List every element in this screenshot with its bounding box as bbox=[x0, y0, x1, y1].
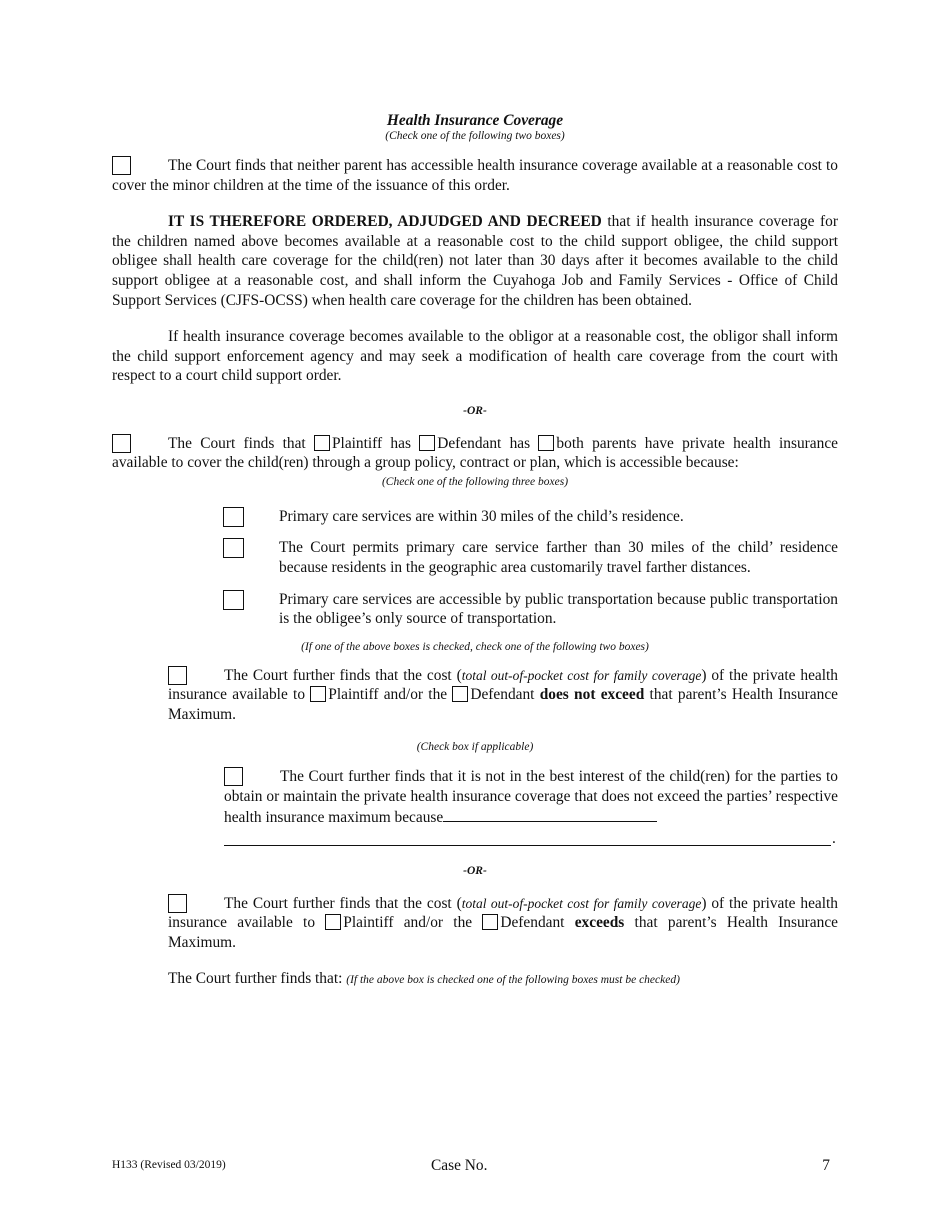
reason-checkbox-2[interactable] bbox=[223, 538, 244, 558]
exceeds-checkbox[interactable] bbox=[168, 894, 187, 913]
reason-blank-line[interactable] bbox=[443, 807, 657, 822]
finding-exceeds bbox=[168, 894, 838, 953]
exceeds-plaintiff-checkbox[interactable] bbox=[325, 914, 341, 930]
defendant-has-checkbox[interactable] bbox=[419, 435, 435, 451]
ordered-text: that if health insurance coverage for the children named above becomes available at a reasonable cost to the child support obligee, the child support obligee shall health care coverage for the child(ren) not later than 30 days after it becomes available to the child support obligee at a reasonable cost, and shall inform the Cuyahoga Job and Family Services - Office of Child Support Services (CJFS-OCSS) when health care coverage for the children has been obtained. bbox=[112, 213, 838, 309]
obligor-paragraph: If health insurance coverage becomes available to the obligor at a reasonable cost, the obligor shall inform the child support enforcement agency and may seek a modification of health care coverage from the court with respect to a court child support order. bbox=[112, 328, 838, 385]
best-interest-finding bbox=[224, 767, 838, 847]
reason-blank-line-2[interactable]: . bbox=[224, 829, 838, 847]
reason-item bbox=[279, 590, 838, 629]
private-coverage-checkbox[interactable] bbox=[112, 434, 131, 453]
best-interest-text: The Court further finds that it is not in the best interest of the child(ren) for the parties to obtain or maintain the private health insurance coverage that does not exceed the parties’ respective health insurance maximum because bbox=[224, 768, 838, 826]
page-number: 7 bbox=[822, 1157, 830, 1174]
exceeds-defendant-checkbox[interactable] bbox=[482, 914, 498, 930]
not-exceed-text: The Court further finds that the cost (total out-of-pocket cost for family coverage) of the private health insurance available to Plaintiff and/or the Defendant does not exceed that parent’s Health Insurance Maximum. bbox=[168, 666, 838, 723]
reason-item bbox=[279, 538, 838, 577]
case-number-label: Case No. bbox=[431, 1157, 488, 1174]
applicable-instruction: (Check box if applicable) bbox=[416, 741, 534, 754]
three-boxes-instruction: (Check one of the following three boxes) bbox=[381, 475, 569, 488]
plaintiff-has-checkbox[interactable] bbox=[314, 435, 330, 451]
option-no-coverage bbox=[112, 156, 838, 195]
reason-checkbox-3[interactable] bbox=[223, 590, 244, 610]
further-finds bbox=[168, 969, 838, 991]
two-boxes-instruction: (If one of the above boxes is checked, check one of the following two boxes) bbox=[301, 640, 649, 653]
document-page bbox=[112, 112, 838, 990]
further-finds-note: (If the above box is checked one of the following boxes must be checked) bbox=[346, 973, 680, 986]
no-coverage-checkbox[interactable] bbox=[112, 156, 131, 175]
exceeds-text: The Court further finds that the cost (total out-of-pocket cost for family coverage) of the private health insurance available to Plaintiff and/or the Defendant exceeds that parent’s Health Insurance Maximum. bbox=[168, 894, 838, 952]
not-exceed-defendant-checkbox[interactable] bbox=[452, 686, 468, 702]
section-title: Health Insurance Coverage bbox=[386, 112, 564, 129]
not-exceed-checkbox[interactable] bbox=[168, 666, 187, 685]
reason-checkbox-1[interactable] bbox=[223, 507, 244, 527]
not-exceed-plaintiff-checkbox[interactable] bbox=[310, 686, 326, 702]
further-finds-text: The Court further finds that: bbox=[168, 969, 347, 987]
best-interest-checkbox[interactable] bbox=[224, 767, 243, 786]
reason-text-3: Primary care services are accessible by public transportation because public transportation is the obligee’s only source of transportation. bbox=[279, 590, 838, 628]
private-coverage-text: The Court finds that Plaintiff has Defendant has both parents have private health insurance available to cover the child(ren) through a group policy, contract or plan, which is accessible because: bbox=[112, 434, 838, 472]
or-separator: -OR- bbox=[463, 404, 487, 417]
reason-item bbox=[279, 507, 838, 527]
no-coverage-text: The Court finds that neither parent has accessible health insurance coverage available at a reasonable cost to cover the minor children at the time of the issuance of this order. bbox=[112, 157, 838, 194]
ordered-bold: IT IS THEREFORE ORDERED, ADJUDGED AND DECREED bbox=[168, 213, 602, 231]
finding-not-exceed bbox=[168, 666, 838, 725]
page-footer bbox=[112, 1157, 838, 1179]
form-number: H133 (Revised 03/2019) bbox=[112, 1159, 226, 1171]
ordered-paragraph bbox=[112, 212, 838, 310]
both-parents-checkbox[interactable] bbox=[538, 435, 554, 451]
option-private-coverage bbox=[112, 434, 838, 473]
reason-text-2: The Court permits primary care service farther than 30 miles of the child’ residence because residents in the geographic area customarily travel farther distances. bbox=[279, 539, 838, 576]
reason-text-1: Primary care services are within 30 miles of the child’s residence. bbox=[279, 507, 684, 525]
or-separator-2: -OR- bbox=[463, 865, 487, 878]
section-instruction: (Check one of the following two boxes) bbox=[385, 130, 565, 142]
